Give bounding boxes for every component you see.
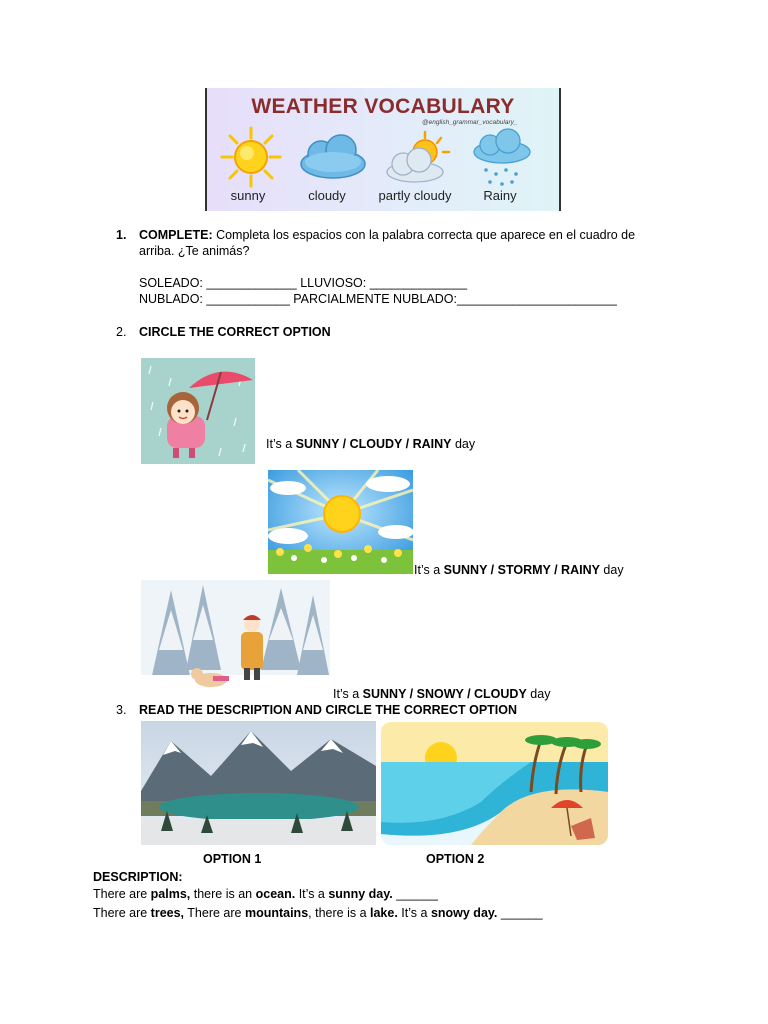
section-1-number: 1. xyxy=(116,228,127,242)
rainy-girl-image xyxy=(141,358,255,464)
sun-icon xyxy=(219,126,283,188)
word-partly-cloudy: partly cloudy xyxy=(378,188,452,203)
word-sunny: sunny xyxy=(230,188,266,203)
cloud-icon xyxy=(297,132,369,182)
fill-line-1: SOLEADO: _____________ LLUVIOSO: ______________ xyxy=(139,276,468,290)
banner-handle: @english_grammar_vocabulary_ xyxy=(422,119,518,126)
fill-line-2: NUBLADO: ____________ PARCIALMENTE NUBLADO:_______________________ xyxy=(139,292,617,306)
partly-cloudy-icon xyxy=(379,128,455,186)
question-snowy: It’s a SUNNY / SNOWY / CLOUDY day xyxy=(333,687,551,701)
weather-vocabulary-banner xyxy=(205,88,561,211)
mountain-lake-image xyxy=(141,721,376,845)
beach-image xyxy=(381,722,608,845)
description-line-2: There are trees, There are mountains, there is a lake. It’s a snowy day. ______ xyxy=(93,906,543,920)
section-2-heading: CIRCLE THE CORRECT OPTION xyxy=(139,325,331,339)
option-2-label[interactable]: OPTION 2 xyxy=(426,852,485,866)
section-1-text-a: Completa los espacios con la palabra correcta que aparece en el cuadro de xyxy=(212,228,636,242)
section-1-heading: COMPLETE: xyxy=(139,228,213,242)
question-sunny: It’s a SUNNY / STORMY / RAINY day xyxy=(414,563,624,577)
section-3-number: 3. xyxy=(116,703,127,717)
options-snowy[interactable]: SUNNY / SNOWY / CLOUDY xyxy=(362,687,527,701)
rain-cloud-icon xyxy=(470,128,534,190)
description-heading: DESCRIPTION: xyxy=(93,870,183,884)
answer-blank-1[interactable]: ______ xyxy=(392,887,438,901)
options-sunny[interactable]: SUNNY / STORMY / RAINY xyxy=(443,563,600,577)
answer-blank-2[interactable]: ______ xyxy=(497,906,543,920)
sunny-field-image xyxy=(268,470,413,574)
options-rainy[interactable]: SUNNY / CLOUDY / RAINY xyxy=(295,437,452,451)
section-1-instructions xyxy=(139,227,635,243)
section-2-number: 2. xyxy=(116,325,127,339)
question-rainy: It’s a SUNNY / CLOUDY / RAINY day xyxy=(266,437,476,451)
section-1-text-b: arriba. ¿Te animás? xyxy=(139,244,250,258)
option-1-label[interactable]: OPTION 1 xyxy=(203,852,262,866)
snowy-forest-image xyxy=(141,580,330,697)
word-cloudy: cloudy xyxy=(308,188,346,203)
section-3-heading: READ THE DESCRIPTION AND CIRCLE THE CORRECT OPTION xyxy=(139,703,518,717)
word-rainy: Rainy xyxy=(483,188,517,203)
description-line-1: There are palms, there is an ocean. It’s a sunny day. ______ xyxy=(93,887,438,901)
banner-title: WEATHER VOCABULARY xyxy=(251,95,515,118)
